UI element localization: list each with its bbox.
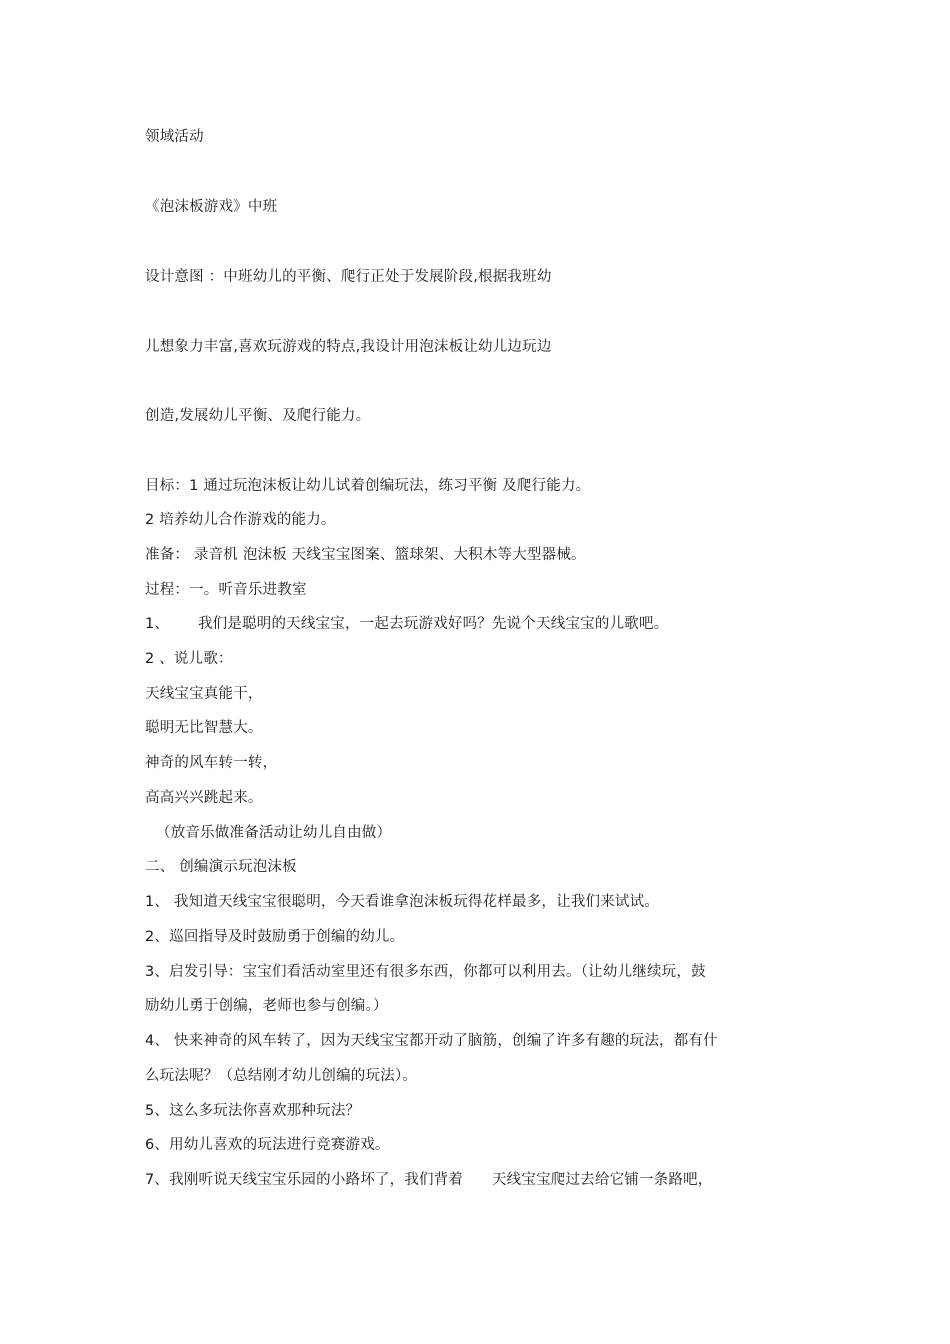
step-1-2: 2 、说儿歌： (145, 651, 233, 667)
step-2-6: 6、用幼儿喜欢的玩法进行竞赛游戏。 (145, 1137, 390, 1153)
step-2-3-line-1: 3、启发引导：宝宝们看活动室里还有很多东西，你都可以利用去。（让幼儿继续玩，鼓 (145, 964, 706, 980)
design-intent-line-3: 创造,发展幼儿平衡、及爬行能力。 (145, 408, 371, 424)
rhyme-line-4: 高高兴兴跳起来。 (145, 790, 263, 806)
preparation: 准备： 录音机 泡沫板 天线宝宝图案、篮球架、大积木等大型器械。 (145, 547, 586, 563)
goal-2: 2 培养幼儿合作游戏的能力。 (145, 512, 336, 528)
process-heading: 过程：一。听音乐进教室 (145, 582, 307, 598)
document-title: 《泡沫板游戏》中班 (145, 199, 278, 215)
part-2-heading: 二、 创编演示玩泡沫板 (145, 859, 297, 875)
rhyme-line-2: 聪明无比智慧大。 (145, 720, 263, 736)
step-1-1: 1、 我们是聪明的天线宝宝，一起去玩游戏好吗？先说个天线宝宝的儿歌吧。 (145, 616, 669, 632)
step-2-1: 1、 我知道天线宝宝很聪明，今天看谁拿泡沫板玩得花样最多，让我们来试试。 (145, 894, 660, 910)
step-2-4-line-1: 4、 快来神奇的风车转了，因为天线宝宝都开动了脑筋，创编了许多有趣的玩法，都有什 (145, 1033, 718, 1049)
goal-1: 目标：1 通过玩泡沫板让幼儿试着创编玩法，练习平衡 及爬行能力。 (145, 478, 591, 494)
step-2-2: 2、巡回指导及时鼓励勇于创编的幼儿。 (145, 929, 405, 945)
music-note: （放音乐做准备活动让幼儿自由做） (156, 825, 392, 841)
step-2-7: 7、我刚听说天线宝宝乐园的小路坏了，我们背着 天线宝宝爬过去给它铺一条路吧， (145, 1172, 713, 1188)
step-2-5: 5、这么多玩法你喜欢那种玩法？ (145, 1103, 361, 1119)
domain-label: 领域活动 (145, 129, 204, 145)
design-intent-line-1: 设计意图 ：中班幼儿的平衡、爬行正处于发展阶段,根据我班幼 (145, 269, 552, 285)
rhyme-line-3: 神奇的风车转一转， (145, 755, 278, 771)
rhyme-line-1: 天线宝宝真能干， (145, 686, 263, 702)
step-2-4-line-2: 么玩法呢？（总结刚才幼儿创编的玩法）。 (145, 1068, 418, 1084)
design-intent-line-2: 儿想象力丰富,喜欢玩游戏的特点,我设计用泡沫板让幼儿边玩边 (145, 339, 552, 355)
step-2-3-line-2: 励幼儿勇于创编，老师也参与创编。） (145, 998, 388, 1014)
